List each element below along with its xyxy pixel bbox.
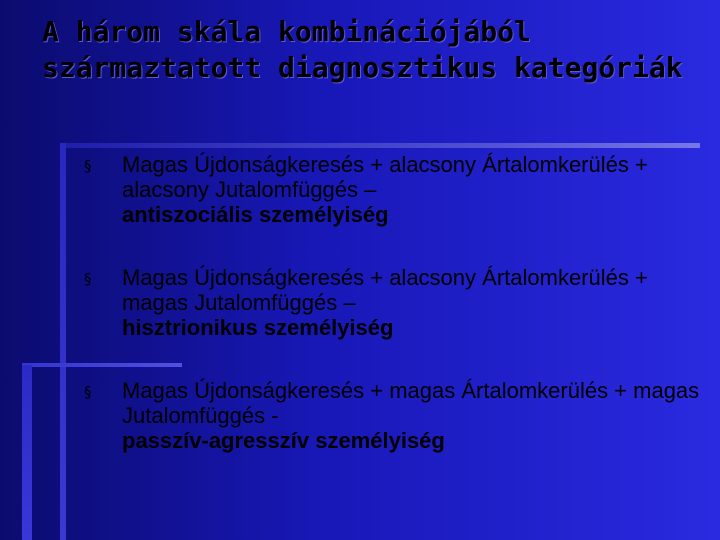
bullet-category: antiszociális személyiség [122,202,389,227]
bullet-marker-icon: § [84,270,92,288]
bullet-text: Magas Újdonságkeresés + magas Ártalomkerülés + magas Jutalomfüggés - [122,378,700,428]
list-item [80,378,700,453]
bullet-marker-icon: § [84,383,92,401]
bullet-text: Magas Újdonságkeresés + alacsony Ártalomkerülés + alacsony Jutalomfüggés – [122,152,648,202]
decorative-line-top [60,143,700,148]
decorative-line-left [60,143,66,540]
decorative-line-left-lower [22,365,32,540]
bullet-marker-icon: § [84,157,92,175]
bullet-text: Magas Újdonságkeresés + alacsony Ártalomkerülés + magas Jutalomfüggés – [122,265,648,315]
bullet-category: hisztrionikus személyiség [122,315,394,340]
list-item [80,152,700,227]
bullet-list [80,152,700,491]
list-item [80,265,700,340]
bullet-category: passzív-agresszív személyiség [122,428,445,453]
slide-title: A három skála kombinációjából származtatott diagnosztikus kategóriák [42,15,683,84]
